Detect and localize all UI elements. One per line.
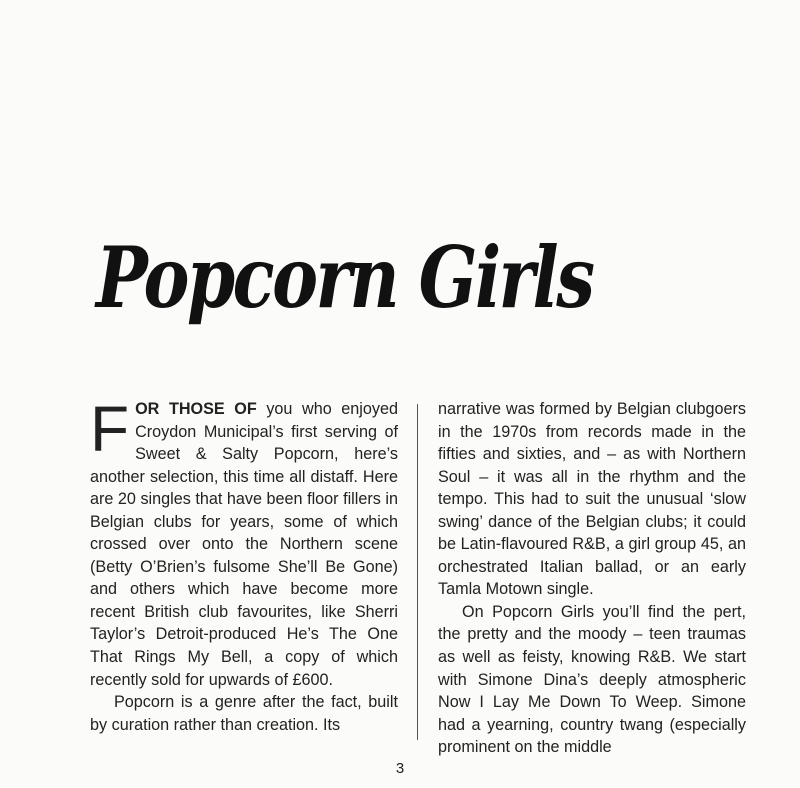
left-column	[90, 393, 398, 736]
left-paragraph-1	[90, 393, 398, 691]
page-number: 3	[395, 760, 405, 777]
left-paragraph-2: Popcorn is a genre after the fact, built by curation rather than creation. Its	[90, 693, 398, 734]
right-column	[438, 398, 746, 759]
page-title: Popcorn Girls	[96, 228, 593, 327]
lead-in-caps: OR THOSE OF	[135, 400, 257, 418]
right-paragraph-1: narrative was formed by Belgian clubgoers in the 1970s from records made in the fifties and sixties, and – as with Northern Soul – it was all in the rhythm and the tempo. This had to suit the unusual ‘slow swing’ dance of the Belgian clubs; it could be Latin-flavoured R&B, a girl group 45, an orchestrated Italian ballad, or an early Tamla Motown single.	[438, 400, 746, 599]
left-paragraph-1-text: you who enjoyed Croydon Municipal’s first serving of Sweet & Salty Popcorn, here’s another selection, this time all distaff. Here are 20 singles that have been floor fillers in Belgian clubs for years, some of which crossed over onto the Northern scene (Betty O’Brien’s fulsome She’ll Be Gone) and others which have become more recent British club favourites, like Sherri Taylor’s Detroit-produced He’s The One That Rings My Bell, a copy of which recently sold for upwards of £600.	[90, 400, 398, 689]
right-paragraph-2: On Popcorn Girls you’ll find the pert, the pretty and the moody – teen traumas as well as feisty, knowing R&B. We start with Simone Dina’s deeply atmospheric Now I Lay Me Down To Weep. Simone had a yearning, country twang (especially prominent on the middle	[438, 602, 746, 757]
drop-cap: F	[90, 393, 130, 465]
column-divider	[417, 404, 418, 740]
